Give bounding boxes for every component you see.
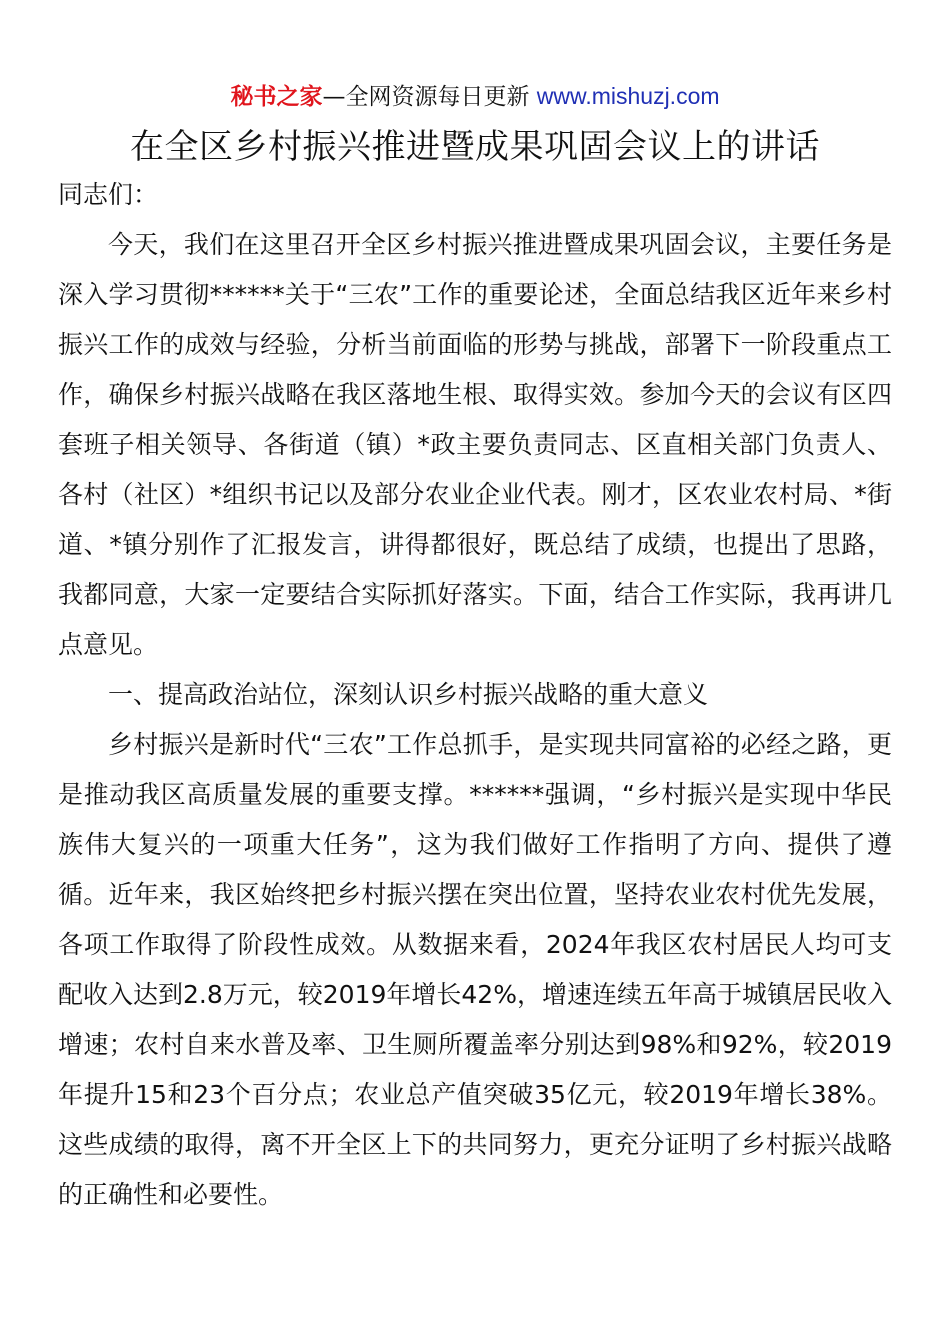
site-header [0,80,950,113]
brand-name: 秘书之家 [230,84,323,110]
section-heading-1: 一、提高政治站位，深刻认识乡村振兴战略的重大意义 [108,680,709,709]
paragraph-intro: 今天，我们在这里召开全区乡村振兴推进暨成果巩固会议，主要任务是深入学习贯彻******关于“三农”工作的重要论述，全面总结我区近年来乡村振兴工作的成效与经验，分析当前面临的形势与挑战，部署下一阶段重点工作，确保乡村振兴战略在我区落地生根、取得实效。参加今天的会议有区四套班子相关领导、各街道（镇）*政主要负责同志、区直相关部门负责人、各村（社区）*组织书记以及部分农业企业代表。刚才，区农业农村局、*街道、*镇分别作了汇报发言，讲得都很好，既总结了成绩，也提出了思路，我都同意，大家一定要结合实际抓好落实。下面，结合工作实际，我再讲几点意见。 [58,230,892,659]
document-body [58,170,892,1220]
site-url-link[interactable]: www.mishuzj.com [536,83,720,109]
salutation: 同志们： [58,180,159,209]
document-title: 在全区乡村振兴推进暨成果巩固会议上的讲话 [130,127,820,167]
header-tagline: —全网资源每日更新 [322,84,537,110]
paragraph-section-1: 乡村振兴是新时代“三农”工作总抓手，是实现共同富裕的必经之路，更是推动我区高质量发展的重要支撑。******强调，“乡村振兴是实现中华民族伟大复兴的一项重大任务”，这为我们做好工作指明了方向、提供了遵循。近年来，我区始终把乡村振兴摆在突出位置，坚持农业农村优先发展，各项工作取得了阶段性成效。从数据来看，2024年我区农村居民人均可支配收入达到2.8万元，较2019年增长42%，增速连续五年高于城镇居民收入增速；农村自来水普及率、卫生厕所覆盖率分别达到98%和92%，较2019年提升15和23个百分点；农业总产值突破35亿元，较2019年增长38%。这些成绩的取得，离不开全区上下的共同努力，更充分证明了乡村振兴战略的正确性和必要性。 [58,730,892,1209]
